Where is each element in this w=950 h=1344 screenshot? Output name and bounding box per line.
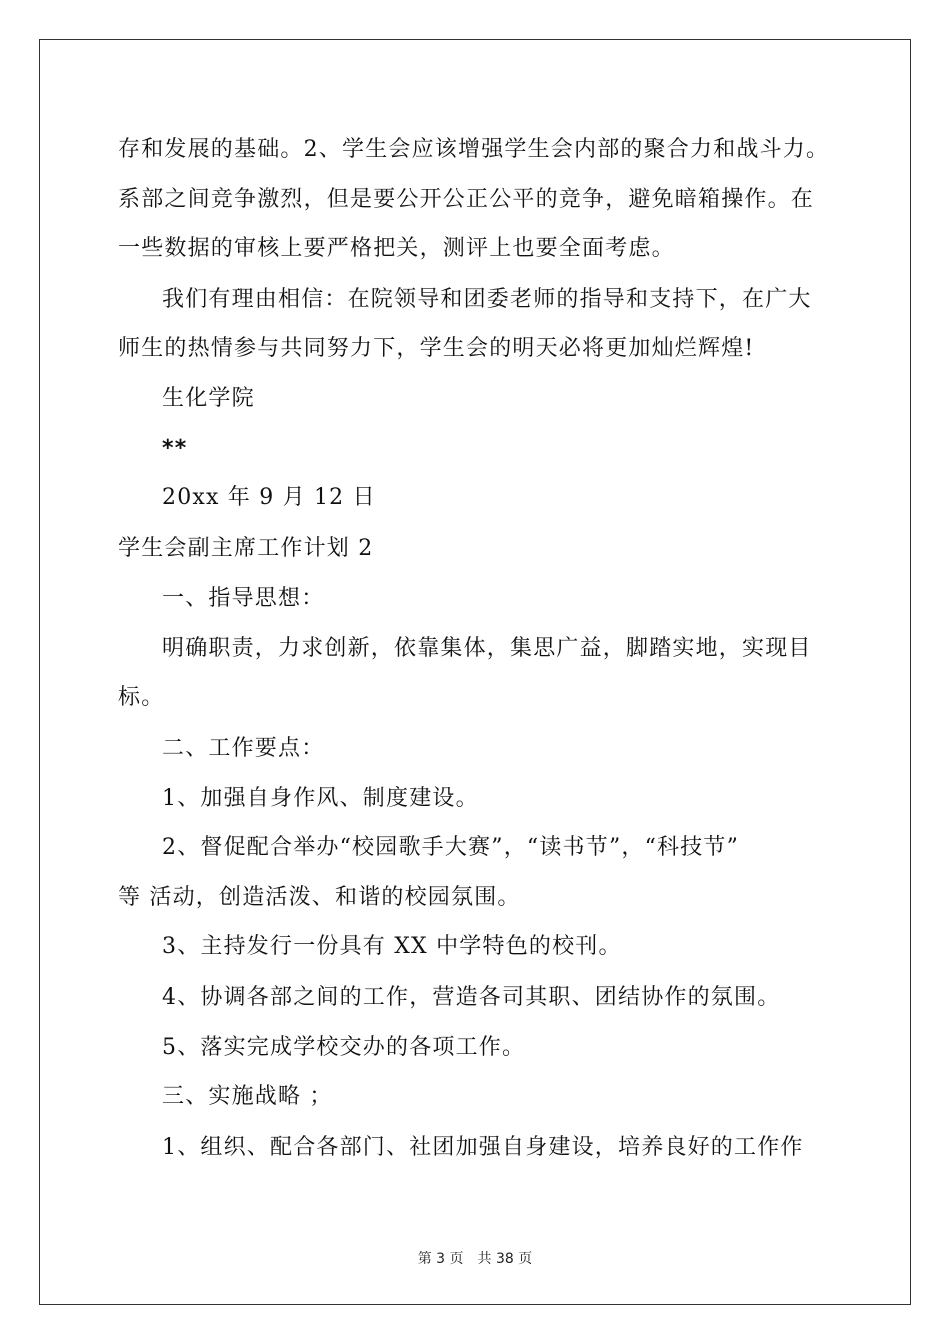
list-item-continued: 等 活动，创造活泼、和谐的校园氛围。 <box>118 885 521 910</box>
page-footer <box>0 1248 950 1268</box>
body-line: 明确职责，力求创新，依靠集体，集思广益，脚踏实地，实现目 <box>162 636 812 661</box>
body-line: 标。 <box>118 685 165 710</box>
heading-1: 一、指导思想： <box>162 586 325 611</box>
page-border <box>39 39 911 1305</box>
list-item: 1、组织、配合各部门、社团加强自身建设，培养良好的工作作 <box>162 1135 804 1160</box>
body-line: 一些数据的审核上要严格把关，测评上也要全面考虑。 <box>118 236 675 261</box>
body-line: 我们有理由相信：在院领导和团委老师的指导和支持下，在广大 <box>162 287 812 312</box>
page-number: 第 3 页 <box>417 1251 464 1267</box>
heading-3: 三、实施战略 ； <box>162 1084 333 1109</box>
signature-name: ** <box>162 436 188 461</box>
list-item: 4、协调各部之间的工作，营造各司其职、团结协作的氛围。 <box>162 985 781 1010</box>
list-item: 3、主持发行一份具有 XX 中学特色的校刊。 <box>162 934 622 959</box>
body-line: 存和发展的基础。2、学生会应该增强学生会内部的聚合力和战斗力。 <box>118 137 830 162</box>
signature-date: 20xx 年 9 月 12 日 <box>162 485 376 510</box>
section-title: 学生会副主席工作计划 2 <box>118 536 374 561</box>
heading-2: 二、工作要点： <box>162 736 325 761</box>
body-line: 师生的热情参与共同努力下，学生会的明天必将更加灿烂辉煌! <box>118 336 755 361</box>
list-item: 1、加强自身作风、制度建设。 <box>162 786 479 811</box>
list-item: 5、落实完成学校交办的各项工作。 <box>162 1035 526 1060</box>
body-line: 系部之间竞争激烈，但是要公开公正公平的竞争，避免暗箱操作。在 <box>118 187 815 212</box>
list-item: 2、督促配合举办“校园歌手大赛”，“读书节”，“科技节” <box>162 835 740 860</box>
signature-org: 生化学院 <box>162 386 255 411</box>
page-total: 共 38 页 <box>477 1251 533 1267</box>
